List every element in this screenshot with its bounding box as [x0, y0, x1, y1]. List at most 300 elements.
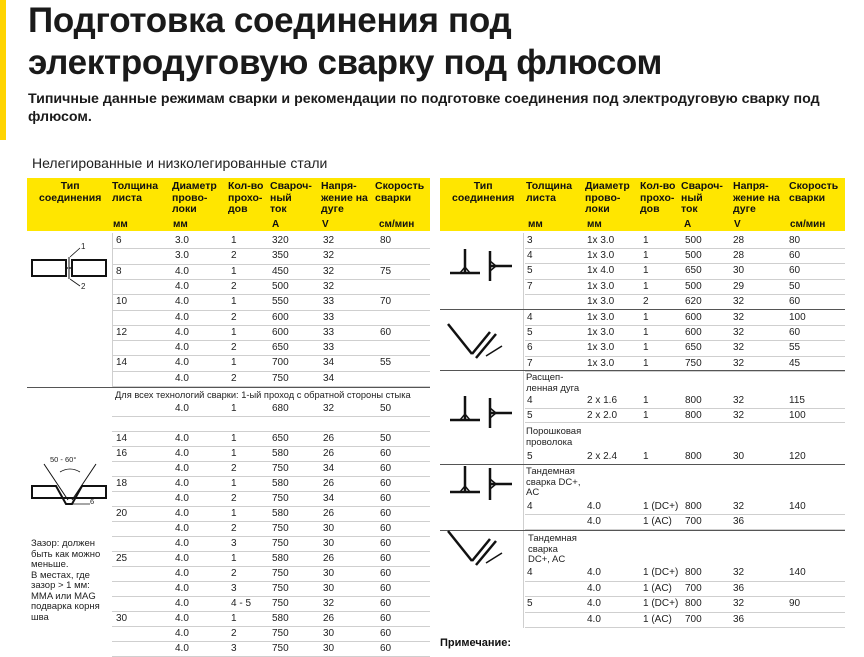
right-g3-cell: 800 [685, 395, 702, 406]
left-b-row [27, 521, 430, 537]
left-b-cell: 4.0 [175, 463, 189, 474]
right-g5-cell: 800 [685, 567, 702, 578]
right-g4-cell: 1 (DC+) [643, 501, 679, 512]
left-a-cell: 2 [231, 250, 237, 262]
left-b-cell: 4.0 [175, 553, 189, 564]
left-a-cell: 750 [272, 372, 289, 384]
left-a-cell: 700 [272, 357, 289, 369]
right-g5-cell: 4.0 [587, 598, 601, 609]
left-a-cell: 32 [323, 280, 335, 292]
right-g3b-cell: 1 [643, 451, 649, 462]
right-g2-cell: 1 [643, 312, 649, 323]
right-g4-cell: 140 [789, 501, 806, 512]
right-unit-thickness: мм [528, 219, 543, 230]
right-g3-cell: 100 [789, 409, 806, 421]
left-b-cell: 1 [231, 403, 237, 414]
left-b-cell: 3 [231, 583, 237, 594]
left-b-cell: 1 [231, 613, 237, 624]
right-g1-cell: 60 [789, 250, 801, 262]
right-g2-cell: 7 [527, 357, 533, 369]
right-g1-cell: 4 [527, 250, 533, 262]
right-g2-cell: 32 [733, 312, 745, 323]
right-divider-2 [440, 370, 845, 371]
left-a-cell: 350 [272, 250, 289, 262]
left-a-cell: 8 [116, 265, 122, 277]
right-g5-cell: 32 [733, 567, 745, 578]
left-a-cell: 4.0 [175, 296, 189, 308]
left-b-cell: 750 [272, 538, 289, 549]
left-unit-diameter: мм [173, 219, 188, 230]
right-g2-cell: 32 [733, 357, 745, 369]
right-g3-cell: 2 x 2.0 [587, 409, 618, 421]
left-a-row [27, 355, 430, 371]
right-g1-cell: 1x 4.0 [587, 265, 615, 277]
left-a-cell: 600 [272, 311, 289, 323]
right-unit-speed: см/мин [790, 219, 826, 230]
right-g1-cell: 28 [733, 235, 745, 246]
right-g3-cell: 115 [789, 395, 805, 406]
fillet-joint-diagram-2 [446, 525, 516, 570]
note-label: Примечание: [440, 637, 512, 649]
right-g1-cell: 1x 3.0 [587, 235, 615, 246]
right-g4-cell: 800 [685, 501, 702, 512]
left-b-cell: 3 [231, 538, 237, 549]
right-g1-cell: 29 [733, 280, 745, 292]
left-a-cell: 4.0 [175, 326, 189, 338]
right-g3b-cell: 2 x 2.4 [587, 451, 618, 462]
left-b-cell: 32 [323, 403, 335, 414]
right-g5-cell: 4.0 [587, 582, 601, 594]
left-b-cell: 60 [380, 493, 392, 504]
left-b-cell: 30 [323, 523, 335, 534]
left-b-cell: 650 [272, 433, 289, 444]
tandem-label-1: Тандемная сварка DC+, AC [526, 466, 581, 498]
diagram-angle-label: 50 - 60° [50, 455, 77, 464]
right-g2-cell: 1x 3.0 [587, 357, 615, 369]
right-g2-cell: 1 [643, 327, 649, 339]
right-g5-cell: 90 [789, 598, 801, 609]
left-b-cell: 750 [272, 598, 289, 609]
right-g2-cell: 600 [685, 312, 702, 323]
left-b-cell: 30 [323, 538, 335, 549]
left-a-cell: 34 [323, 372, 335, 384]
right-g5-row [440, 596, 845, 612]
right-g5-cell: 5 [527, 598, 533, 609]
left-unit-thickness: мм [113, 219, 128, 230]
left-a-cell: 1 [231, 265, 237, 277]
right-g1-cell: 500 [685, 250, 702, 262]
left-a-row [27, 310, 430, 326]
diagram-label-1: 1 [81, 242, 86, 251]
left-b-cell: 60 [380, 538, 392, 549]
right-g3-cell: 1 [643, 409, 649, 421]
left-unit-speed: см/мин [379, 219, 415, 230]
left-hdr-current: Свароч- ный ток [270, 180, 312, 215]
right-g3-cell: 32 [733, 395, 745, 406]
left-b-cell: 4.0 [175, 448, 189, 459]
left-b-cell: 1 [231, 478, 237, 489]
right-g2-cell: 32 [733, 327, 745, 339]
left-b-row [27, 641, 430, 657]
left-a-cell: 3.0 [175, 250, 189, 262]
left-b-cell: 4.0 [175, 478, 189, 489]
right-g5-cell: 36 [733, 613, 745, 625]
right-hdr-current: Свароч- ный ток [681, 180, 723, 215]
right-g1-cell: 80 [789, 235, 801, 246]
right-g2-cell: 6 [527, 342, 533, 354]
right-hdr-voltage: Напря- жение на дуге [733, 180, 780, 215]
right-g5-row-line [525, 627, 845, 628]
left-b-cell: 1 [231, 508, 237, 519]
right-g1-cell: 3 [527, 235, 533, 246]
right-g4-cell: 32 [733, 501, 745, 512]
right-g4-cell: 36 [733, 516, 745, 527]
right-g3-cell: 4 [527, 395, 533, 406]
left-b-cell: 4.0 [175, 523, 189, 534]
right-g1-cell: 1 [643, 265, 649, 277]
tandem-label-2: Тандемная сварка DC+, AC [528, 533, 577, 565]
left-b-cell: 1 [231, 553, 237, 564]
left-note-all: Для всех технологий сварки: 1-ый проход с обратной стороны стыка [115, 390, 411, 400]
right-g1-cell: 30 [733, 265, 745, 277]
t-joint-diagram-3 [446, 462, 516, 507]
left-b-cell: 4.0 [175, 643, 189, 654]
left-block-divider [27, 387, 430, 388]
t-joint-diagram-1 [446, 243, 516, 288]
section-title: Нелегированные и низколегированные стали [32, 155, 328, 171]
left-b-cell: 750 [272, 523, 289, 534]
right-g1-cell: 2 [643, 295, 649, 307]
left-b-cell: 25 [116, 553, 128, 564]
right-g1-cell: 1 [643, 235, 649, 246]
right-g3b-cell: 120 [789, 451, 806, 462]
right-g1-cell: 32 [733, 295, 745, 307]
left-b-cell: 60 [380, 508, 392, 519]
left-b-cell: 14 [116, 433, 128, 444]
right-hdr-passes: Кол-во прохо- дов [640, 180, 676, 215]
left-b-cell: 4 - 5 [231, 598, 252, 609]
right-g1-cell: 1x 3.0 [587, 250, 615, 262]
left-b-cell: 20 [116, 508, 128, 519]
left-hdr-speed: Скорость сварки [375, 180, 425, 204]
right-g2-cell: 1x 3.0 [587, 312, 615, 323]
left-a-cell: 1 [231, 326, 237, 338]
left-a-cell: 4.0 [175, 265, 189, 277]
left-a-cell: 33 [323, 342, 335, 354]
right-g5-cell: 1 (AC) [643, 582, 672, 594]
left-a-cell: 4.0 [175, 372, 189, 384]
left-a-cell: 2 [231, 342, 237, 354]
v-groove-diagram [30, 458, 110, 513]
left-a-cell: 4.0 [175, 311, 189, 323]
left-b-cell: 32 [323, 598, 335, 609]
left-a-cell: 1 [231, 357, 237, 369]
left-b-cell: 26 [323, 553, 335, 564]
left-hdr-diameter: Диаметр прово- локи [172, 180, 217, 215]
left-b-cell: 750 [272, 583, 289, 594]
flux-cored-label: Порошковая проволока [526, 426, 582, 448]
gap-note: Зазор: должен быть как можно меньше. В местах, где зазор > 1 мм: MMA или MAG подварка корня шва [31, 538, 101, 623]
left-a-cell: 60 [380, 326, 392, 338]
left-a-cell: 75 [380, 265, 392, 277]
right-g1-cell: 500 [685, 280, 702, 292]
left-b-cell: 60 [380, 583, 392, 594]
left-a-cell: 4.0 [175, 280, 189, 292]
left-b-cell: 1 [231, 448, 237, 459]
left-b-cell: 580 [272, 553, 289, 564]
right-unit-diameter: мм [587, 219, 602, 230]
right-g5-cell: 700 [685, 582, 702, 594]
left-a-cell: 80 [380, 235, 392, 246]
left-a-cell: 12 [116, 326, 128, 338]
left-b-cell: 16 [116, 448, 128, 459]
right-g1-cell: 60 [789, 295, 801, 307]
left-b-cell: 4.0 [175, 403, 189, 414]
right-g4-cell: 4 [527, 501, 533, 512]
left-b-cell: 2 [231, 568, 237, 579]
right-g3-cell: 800 [685, 409, 702, 421]
right-g3-cell: 2 x 1.6 [587, 395, 618, 406]
left-unit-current: A [272, 219, 280, 230]
right-g5-row [440, 612, 845, 628]
right-g5-cell: 4 [527, 567, 533, 578]
right-g1-cell: 28 [733, 250, 745, 262]
left-b-cell: 4.0 [175, 568, 189, 579]
left-b-cell: 60 [380, 628, 392, 639]
left-b-cell: 60 [380, 643, 392, 654]
right-g2-cell: 4 [527, 312, 533, 323]
right-g5-cell: 1 (DC+) [643, 567, 679, 578]
left-b-cell: 4.0 [175, 628, 189, 639]
left-b-cell: 680 [272, 403, 289, 414]
left-b-row [27, 416, 430, 432]
left-b-cell: 26 [323, 433, 335, 444]
left-b-cell: 34 [323, 463, 335, 474]
left-b-cell: 3 [231, 643, 237, 654]
left-unit-voltage: V [322, 219, 329, 230]
left-b-cell: 750 [272, 628, 289, 639]
left-a-cell: 6 [116, 235, 122, 246]
right-g5-cell: 36 [733, 582, 745, 594]
left-b-cell: 580 [272, 478, 289, 489]
right-g2-cell: 45 [789, 357, 801, 369]
right-g4-cell: 4.0 [587, 501, 601, 512]
right-g5-cell: 800 [685, 598, 702, 609]
left-a-row [27, 294, 430, 310]
left-b-row [27, 626, 430, 642]
left-b-cell: 750 [272, 568, 289, 579]
right-g2-cell: 32 [733, 342, 745, 354]
right-g1-cell: 1 [643, 250, 649, 262]
right-g2-cell: 5 [527, 327, 533, 339]
right-g1-cell: 50 [789, 280, 801, 292]
right-g2-cell: 100 [789, 312, 806, 323]
right-g5-cell: 32 [733, 598, 745, 609]
left-b-cell: 4.0 [175, 583, 189, 594]
left-b-cell: 4.0 [175, 598, 189, 609]
right-g5-cell: 4.0 [587, 567, 601, 578]
left-hdr-passes: Кол-во прохо- дов [228, 180, 264, 215]
left-a-row [27, 371, 430, 387]
split-arc-label: Расщеп- ленная дуга [526, 372, 580, 394]
right-g2-cell: 750 [685, 357, 702, 369]
left-b-cell: 26 [323, 448, 335, 459]
left-a-cell: 1 [231, 296, 237, 308]
left-b-cell: 4.0 [175, 433, 189, 444]
left-a-cell: 2 [231, 311, 237, 323]
right-g2-cell: 1x 3.0 [587, 342, 615, 354]
left-b-cell: 2 [231, 628, 237, 639]
right-g3-cell: 1 [643, 395, 649, 406]
page-subtitle: Типичные данные режимам сварки и рекомендации по подготовке соединения под электродуговую сварку под флюсом. [28, 91, 820, 125]
left-b-cell: 60 [380, 568, 392, 579]
left-a-cell: 320 [272, 235, 289, 246]
left-b-row [27, 431, 430, 447]
left-a-cell: 10 [116, 296, 128, 308]
right-g2-cell: 1 [643, 357, 649, 369]
left-b-cell: 60 [380, 553, 392, 564]
accent-bar [0, 0, 6, 140]
left-b-row [27, 401, 430, 417]
right-g1-cell: 1x 3.0 [587, 295, 615, 307]
left-b-cell: 50 [380, 403, 392, 414]
left-a-cell: 550 [272, 296, 289, 308]
right-g1-cell: 7 [527, 280, 533, 292]
left-a-cell: 55 [380, 357, 392, 369]
left-b-cell: 2 [231, 523, 237, 534]
left-b-cell: 2 [231, 463, 237, 474]
left-b-cell: 60 [380, 613, 392, 624]
left-a-cell: 33 [323, 311, 335, 323]
right-g1-row [440, 294, 845, 310]
left-hdr-thickness: Толщина листа [112, 180, 159, 204]
right-g5-cell: 1 (DC+) [643, 598, 679, 609]
left-a-cell: 450 [272, 265, 289, 277]
left-b-cell: 30 [116, 613, 128, 624]
left-b-cell: 1 [231, 433, 237, 444]
left-a-cell: 3.0 [175, 235, 189, 246]
right-g4-cell: 700 [685, 516, 702, 527]
left-b-cell: 30 [323, 628, 335, 639]
right-g3-cell: 5 [527, 409, 533, 421]
left-b-cell: 50 [380, 433, 392, 444]
left-b-cell: 750 [272, 493, 289, 504]
left-a-cell: 33 [323, 326, 335, 338]
left-a-cell: 32 [323, 265, 335, 277]
left-a-cell: 650 [272, 342, 289, 354]
right-hdr-thickness: Толщина листа [526, 180, 573, 204]
right-hdr-diameter: Диаметр прово- локи [585, 180, 630, 215]
right-g1-cell: 500 [685, 235, 702, 246]
t-joint-diagram-2 [446, 392, 516, 437]
left-b-cell: 18 [116, 478, 128, 489]
right-g1-cell: 650 [685, 265, 702, 277]
left-a-cell: 4.0 [175, 357, 189, 369]
left-b-cell: 30 [323, 568, 335, 579]
left-a-cell: 34 [323, 357, 335, 369]
diagram-gap-label: 6 [90, 497, 95, 506]
right-unit-voltage: V [734, 219, 741, 230]
left-b-cell: 60 [380, 598, 392, 609]
right-g2-cell: 55 [789, 342, 801, 354]
right-g4-cell: 1 (AC) [643, 516, 672, 527]
right-g3b-cell: 5 [527, 451, 533, 462]
right-g4-cell: 4.0 [587, 516, 601, 527]
left-a-cell: 70 [380, 296, 392, 308]
left-a-cell: 600 [272, 326, 289, 338]
left-a-cell: 32 [323, 235, 335, 246]
right-g2-cell: 600 [685, 327, 702, 339]
left-b-cell: 30 [323, 643, 335, 654]
left-b-cell: 580 [272, 613, 289, 624]
butt-joint-diagram [30, 243, 110, 293]
right-g2-cell: 650 [685, 342, 702, 354]
right-units-row [440, 219, 845, 233]
left-b-cell: 4.0 [175, 508, 189, 519]
left-b-cell: 60 [380, 478, 392, 489]
right-g5-cell: 140 [789, 567, 806, 578]
right-g5-cell: 4.0 [587, 613, 601, 625]
left-b-cell: 750 [272, 463, 289, 474]
right-g3b-cell: 30 [733, 451, 745, 462]
left-a-cell: 33 [323, 296, 335, 308]
right-g1-cell: 620 [685, 295, 702, 307]
left-a-cell: 500 [272, 280, 289, 292]
left-a-row [27, 340, 430, 356]
left-a-cell: 2 [231, 280, 237, 292]
left-b-cell: 580 [272, 508, 289, 519]
left-a-cell: 4.0 [175, 342, 189, 354]
right-g5-cell: 1 (AC) [643, 613, 672, 625]
right-g3-cell: 32 [733, 409, 745, 421]
left-hdr-type: Тип соединения [39, 180, 102, 204]
left-a-row [27, 325, 430, 341]
left-hdr-voltage: Напря- жение на дуге [321, 180, 368, 215]
right-g1-cell: 5 [527, 265, 533, 277]
left-b-cell: 60 [380, 448, 392, 459]
left-b-cell: 4.0 [175, 493, 189, 504]
left-b-cell: 4.0 [175, 613, 189, 624]
right-hdr-speed: Скорость сварки [789, 180, 839, 204]
left-a-cell: 14 [116, 357, 128, 369]
left-b-cell: 26 [323, 508, 335, 519]
right-unit-current: A [684, 219, 692, 230]
right-g2-cell: 1 [643, 342, 649, 354]
right-hdr-type: Тип соединения [452, 180, 515, 204]
right-g1-cell: 60 [789, 265, 801, 277]
right-g1-cell: 1x 3.0 [587, 280, 615, 292]
left-a-cell: 2 [231, 372, 237, 384]
fillet-joint-diagram-1 [446, 318, 516, 363]
left-b-cell: 580 [272, 448, 289, 459]
left-a-cell: 1 [231, 235, 237, 246]
left-b-cell: 60 [380, 523, 392, 534]
left-b-cell: 750 [272, 643, 289, 654]
left-b-cell: 34 [323, 493, 335, 504]
left-b-cell: 2 [231, 493, 237, 504]
right-g2-cell: 60 [789, 327, 801, 339]
diagram-label-2: 2 [81, 282, 86, 291]
left-units-row [27, 219, 430, 233]
right-g5-row [440, 581, 845, 597]
left-b-cell: 60 [380, 463, 392, 474]
right-g1-cell: 1 [643, 280, 649, 292]
left-b-cell: 26 [323, 613, 335, 624]
right-g5-cell: 700 [685, 613, 702, 625]
left-a-cell: 32 [323, 250, 335, 262]
right-g3b-cell: 800 [685, 451, 702, 462]
page-title: Подготовка соединения под электродуговую сварку под флюсом [28, 1, 663, 82]
